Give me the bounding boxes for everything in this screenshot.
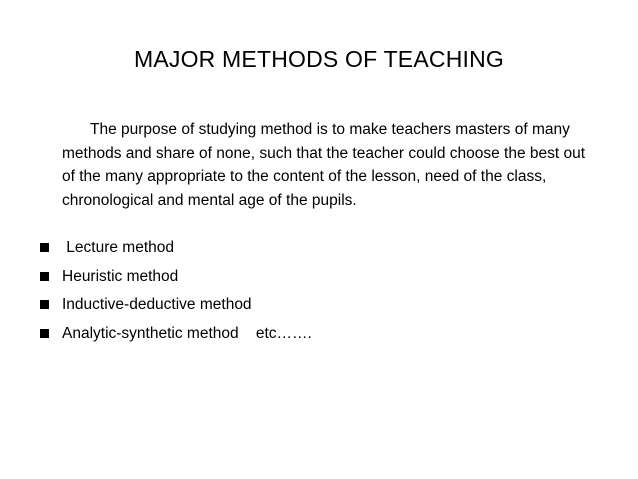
list-item-text: Inductive-deductive method: [62, 296, 252, 313]
slide-title: MAJOR METHODS OF TEACHING: [133, 46, 505, 72]
square-bullet-icon: [40, 243, 49, 252]
list-item: [0, 265, 638, 294]
list-item: [0, 293, 638, 322]
list-item-text: Lecture method: [62, 239, 175, 256]
list-item-text: Analytic-synthetic method etc…….: [62, 324, 312, 342]
square-bullet-icon: [40, 329, 49, 338]
list-item: [0, 322, 638, 351]
square-bullet-icon: [40, 300, 49, 309]
intro-paragraph: The purpose of studying method is to make teachers masters of many methods and share of none, such that the teacher could choose the best out of the many appropriate to the content of the lesson, need of the class, chronological and mental age of the pupils.: [62, 121, 586, 209]
methods-list: [0, 236, 638, 350]
list-item-text: Heuristic method: [62, 267, 179, 285]
square-bullet-icon: [40, 272, 49, 281]
list-item: [0, 236, 638, 265]
